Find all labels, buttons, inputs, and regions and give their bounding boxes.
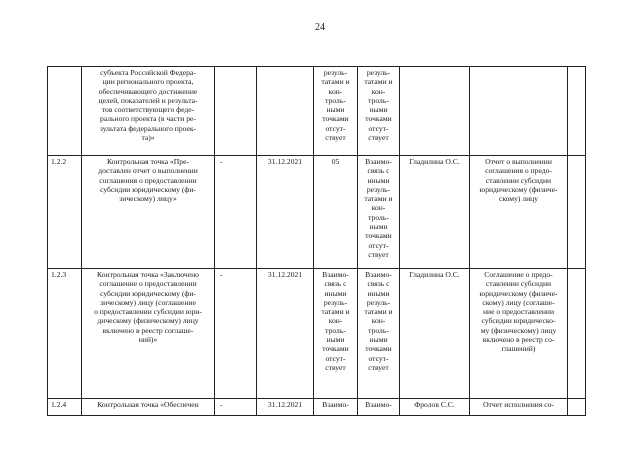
responsible-person: Гладилина О.С. <box>400 156 470 269</box>
row-number: 1.2.4 <box>48 399 82 416</box>
start-date: - <box>215 156 257 269</box>
responsible-person <box>400 67 470 156</box>
relation-cell: резуль- татами и кон- троль- ными точками отсут- ствует <box>358 67 400 156</box>
responsible-person: Фролов С.С. <box>400 399 470 416</box>
control-point-name: Контрольная точка «Обеспечен <box>82 399 215 416</box>
table-row <box>48 269 586 399</box>
level-cell <box>568 156 586 269</box>
page-number: 24 <box>315 22 325 33</box>
start-date: - <box>215 269 257 399</box>
end-date: 31.12.2021 <box>257 399 314 416</box>
level-cell <box>568 67 586 156</box>
relation-cell: Взаимо- связь с иными резуль- татами и кон- троль- ными точками отсут- ствует <box>358 156 400 269</box>
type-cell: Взаимо- связь с иными резуль- татами и кон- троль- ными точками отсут- ствует <box>314 269 358 399</box>
type-cell: 05 <box>314 156 358 269</box>
relation-cell: Взаимо- связь с иными резуль- татами и кон- троль- ными точками отсут- ствует <box>358 269 400 399</box>
table-row <box>48 156 586 269</box>
type-cell: Взаимо- <box>314 399 358 416</box>
type-cell: резуль- татами и кон- троль- ными точками отсут- ствует <box>314 67 358 156</box>
level-cell <box>568 269 586 399</box>
end-date: 31.12.2021 <box>257 269 314 399</box>
result-document: Отчет исполнения со- <box>470 399 568 416</box>
end-date <box>257 67 314 156</box>
table-row <box>48 67 586 156</box>
row-number: 1.2.3 <box>48 269 82 399</box>
plan-table <box>47 66 586 416</box>
result-document <box>470 67 568 156</box>
responsible-person: Гладилина О.С. <box>400 269 470 399</box>
row-number <box>48 67 82 156</box>
result-document: Соглашение о предо- ставлении субсидии юридическому (физиче- скому) лицу (соглаше- ние о предоставлении субсидии юридическо- му (физическому) лицу включено в реестр со- глашений) <box>470 269 568 399</box>
control-point-name: Контрольная точка «Заключено соглашение о предоставлении субсидии юридическому (фи- зическому) лицу (соглашение о предоставлении субсидии юри- дическому (физическому) лицу включено в реестр соглаше- ний)» <box>82 269 215 399</box>
start-date: - <box>215 399 257 416</box>
control-point-name: субъекта Российской Федера- ции регионального проекта, обеспечивающего достижение целей, показателей и результа- тов соответствующего феде- рального проекта (в части ре- зультата федерального проек- та)» <box>82 67 215 156</box>
relation-cell: Взаимо- <box>358 399 400 416</box>
result-document: Отчет о выполнении соглашения о предо- ставлении субсидии юридическому (физиче- скому) лицу <box>470 156 568 269</box>
table-row <box>48 399 586 416</box>
start-date <box>215 67 257 156</box>
level-cell <box>568 399 586 416</box>
row-number: 1.2.2 <box>48 156 82 269</box>
end-date: 31.12.2021 <box>257 156 314 269</box>
control-point-name: Контрольная точка «Пре- доставлен отчет о выполнении соглашения о предоставлении субсидии юридическому (фи- зическому) лицу» <box>82 156 215 269</box>
